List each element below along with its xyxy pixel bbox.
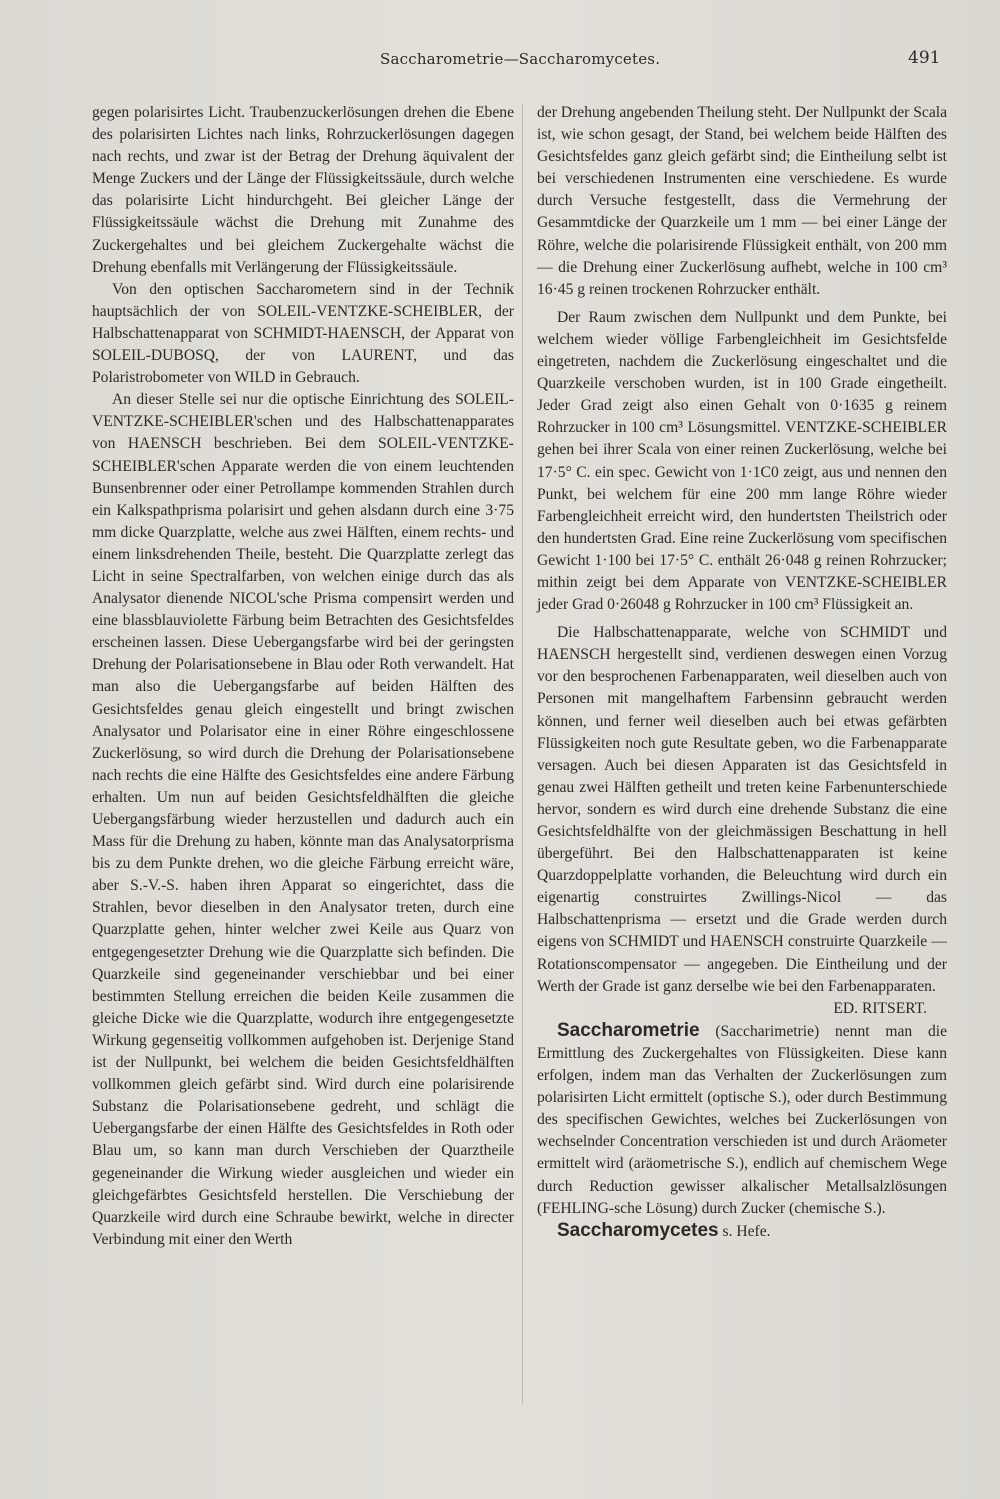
entry-saccharomycetes-text: s. Hefe. [718, 1222, 771, 1240]
page-header [0, 46, 1000, 74]
right-column [537, 102, 947, 1243]
headword-saccharomycetes: Saccharomycetes [557, 1219, 719, 1241]
right-paragraph-1: der Drehung angebenden Theilung steht. Der Nullpunkt der Scala ist, wie schon gesagt, der Stand, bei welchem beide Hälften des Gesichtsfeldes ganz gleich gefärbt sind; die Eintheilung selbt ist bei verschiedenen Instrumenten eine verschiedene. Es wurde durch Versuche festgestellt, dass die Vermehrung der Gesammtdicke der Quarzkeile um 1 mm — bei einer Länge der Röhre, welche die polarisirende Flüssigkeit enthält, von 200 mm — die Drehung einer Zuckerlösung aufhebt, welche in 100 cm³ 16·45 g reinen trockenen Rohrzucker enthält. [537, 104, 947, 298]
entry-saccharometrie-text: (Saccharimetrie) nennt man die Ermittlung des Zuckergehaltes von Flüssigkeiten. Diese kann erfolgen, indem man das Verhalten der Zuckerlösungen zum polarisirten Licht ermittelt (optische S.), oder durch Bestimmung des specifischen Gewichtes, welches bei Zuckerlösungen von wechselnder Concentration verschieden ist und durch Aräometer ermittelt wird (aräometrische S.), endlich auf chemischem Wege durch Reduction gewisser alkalischer Metallsalzlösungen (FEHLING-sche Lösung) durch Zucker (chemische S.). [537, 1022, 947, 1217]
headword-saccharometrie: Saccharometrie [557, 1019, 700, 1041]
entry-saccharometrie [537, 1020, 947, 1220]
running-title: Saccharometrie—Saccharomycetes. [380, 50, 661, 68]
right-paragraph-2: Der Raum zwischen dem Nullpunkt und dem Punkte, bei welchem wieder völlige Farbengleichheit im Gesichtsfelde eingetreten, nachdem die Zuckerlösung eingeschaltet und die Quarzkeile verschoben wurden, ist in 100 Grade eingetheilt. Jeder Grad zeigt also einen Gehalt von 0·1635 g reinem Rohrzucker in 100 cm³ Lösungsmittel. VENTZKE-SCHEIBLER gehen bei ihrer Scala von einer reinen Zuckerlösung, welche bei 17·5° C. ein spec. Gewicht von 1·1C0 zeigt, aus und nennen den Punkt, bei welchem für eine 200 mm lange Röhre wieder Farbengleichheit erreicht wird, den hundertsten Theilstrich oder den hundertsten Grad. Eine reine Zuckerlösung vom specifischen Gewicht 1·100 bei 17·5° C. enthält 26·048 g reinen Rohrzucker; mithin zeigt bei dem Apparate von VENTZKE-SCHEIBLER jeder Grad 0·26048 g Rohrzucker in 100 cm³ Flüssigkeit an. [537, 308, 947, 614]
entry-saccharomycetes [537, 1220, 947, 1243]
left-paragraph-3: An dieser Stelle sei nur die optische Einrichtung des SOLEIL-VENTZKE-SCHEIBLER'schen und des Halbschattenapparates von HAENSCH beschrieben. Bei dem SOLEIL-VENTZKE-SCHEIBLER'schen Apparate werden die von einem leuchtenden Bunsenbrenner oder einer Petrollampe kommenden Strahlen durch ein Kalkspathprisma polarisirt und gehen alsdann durch eine 3·75 mm dicke Quarzplatte, welche aus zwei Hälften, einem rechts- und einem linksdrehenden Theile, besteht. Die Quarzplatte zerlegt das Licht in seine Spectralfarben, von welchen einige durch das als Analysator dienende NICOL'sche Prisma compensirt werden und eine blassblauviolette Färbung beim Betrachten des Gesichtsfeldes erscheinen lassen. Diese Uebergangsfarbe wird bei der geringsten Drehung der Polarisationsebene in Blau oder Roth verwandelt. Hat man also die Uebergangsfarbe auf beiden Hälften des Gesichtsfeldes genau gleich eingestellt und bringt zwischen Analysator und Polarisator eine in einer Röhre eingeschlossene Zuckerlösung, so wird durch die Drehung der Polarisationsebene nach rechts die eine Hälfte des Gesichtsfeldes eine andere Färbung erhalten. Um nun auf beiden Gesichtsfeldhälften die gleiche Uebergangsfärbung wieder herzustellen und dadurch auch ein Mass für die Drehung zu haben, könnte man das Analysatorprisma bis zu dem Punkte drehen, wo die gleiche Färbung erreicht wäre, aber S.-V.-S. haben ihren Apparat so eingerichtet, dass die Strahlen, bevor dieselben in den Analysator treten, durch eine Quarzplatte gehen, hinter welcher zwei Keile aus Quarz von entgegengesetzter Drehung wie die Quarzplatte sich befinden. Die Quarzkeile sind gegeneinander verschiebbar und bei einer bestimmten Stellung erreichen die beiden Keile zusammen die gleiche Dicke wie die Quarzplatte, wodurch ihre entgegengesetzte Wirkung gegenseitig vollkommen aufgehoben ist. Derjenige Stand ist der Nullpunkt, bei welchem die beiden Gesichtsfeldhälften vollkommen gleich gefärbt sind. Wird durch eine polarisirende Substanz die Polarisationsebene gedreht, und schlägt die Uebergangsfarbe der einen Hälfte des Gesichtsfeldes in Roth oder Blau um, so kann man durch Verschieben der Quarztheile gegeneinander die Wirkung wieder ausgleichen und wieder ein gleichgefärbtes Gesichtsfeld herstellen. Die Verschiebung der Quarzkeile wird durch eine Schraube bewirkt, welche in directer Verbindung mit einer den Werth [92, 391, 514, 1248]
left-paragraph-2: Von den optischen Saccharometern sind in der Technik hauptsächlich der von SOLEIL-VENTZKE-SCHEIBLER, der Halbschattenapparat von SCHMIDT-HAENSCH, der Apparat von SOLEIL-DUBOSQ, der von LAURENT, und das Polaristrobometer von WILD in Gebrauch. [92, 280, 514, 387]
author-signature: ED. RITSERT. [833, 999, 927, 1017]
left-paragraph-1: gegen polarisirtes Licht. Traubenzuckerlösungen drehen die Ebene des polarisirten Lichtes nach links, Rohrzuckerlösungen dagegen nach rechts, und zwar ist der Betrag der Drehung äquivalent der Menge Zuckers und der Länge der Flüssigkeitssäule, durch welche das polarisirte Licht hindurchgeht. Bei gleicher Länge der Flüssigkeitssäule wächst die Drehung mit Zunahme des Zuckergehaltes und bei gleichem Zuckergehalte wächst die Drehung ebenfalls mit Verlängerung der Flüssigkeitssäule. [92, 104, 514, 276]
right-paragraph-3: Die Halbschattenapparate, welche von SCHMIDT und HAENSCH hergestellt sind, verdienen deswegen einen Vorzug vor den besprochenen Farbenapparaten, weil dieselben auch von Personen mit mangelhaftem Farbensinn gebraucht werden können, und ferner weil dieselben auch bei etwas gefärbten Flüssigkeiten noch gute Resultate geben, wo die Farbenapparate versagen. Auch bei diesen Apparaten ist das Gesichtsfeld in genau zwei Hälften getheilt und treten keine Farbenunterschiede hervor, sondern es wird durch eine drehende Substanz die eine Gesichtsfeldhälfte von der gleichmässigen Beschattung in hell übergeführt. Bei den Halbschattenapparaten ist keine Quarzdoppelplatte vorhanden, die Beleuchtung wird durch ein eigenartig construirtes Zwillings-Nicol — das Halbschattenprisma — ersetzt und die Grade werden durch eigens von SCHMIDT und HAENSCH construirte Quarzkeile — Rotationscompensator — angegeben. Die Eintheilung und der Werth der Grade ist ganz derselbe wie bei den Farbenapparaten. [537, 624, 947, 995]
left-column [92, 102, 514, 1251]
column-divider [522, 104, 523, 1404]
page-number: 491 [908, 48, 941, 68]
